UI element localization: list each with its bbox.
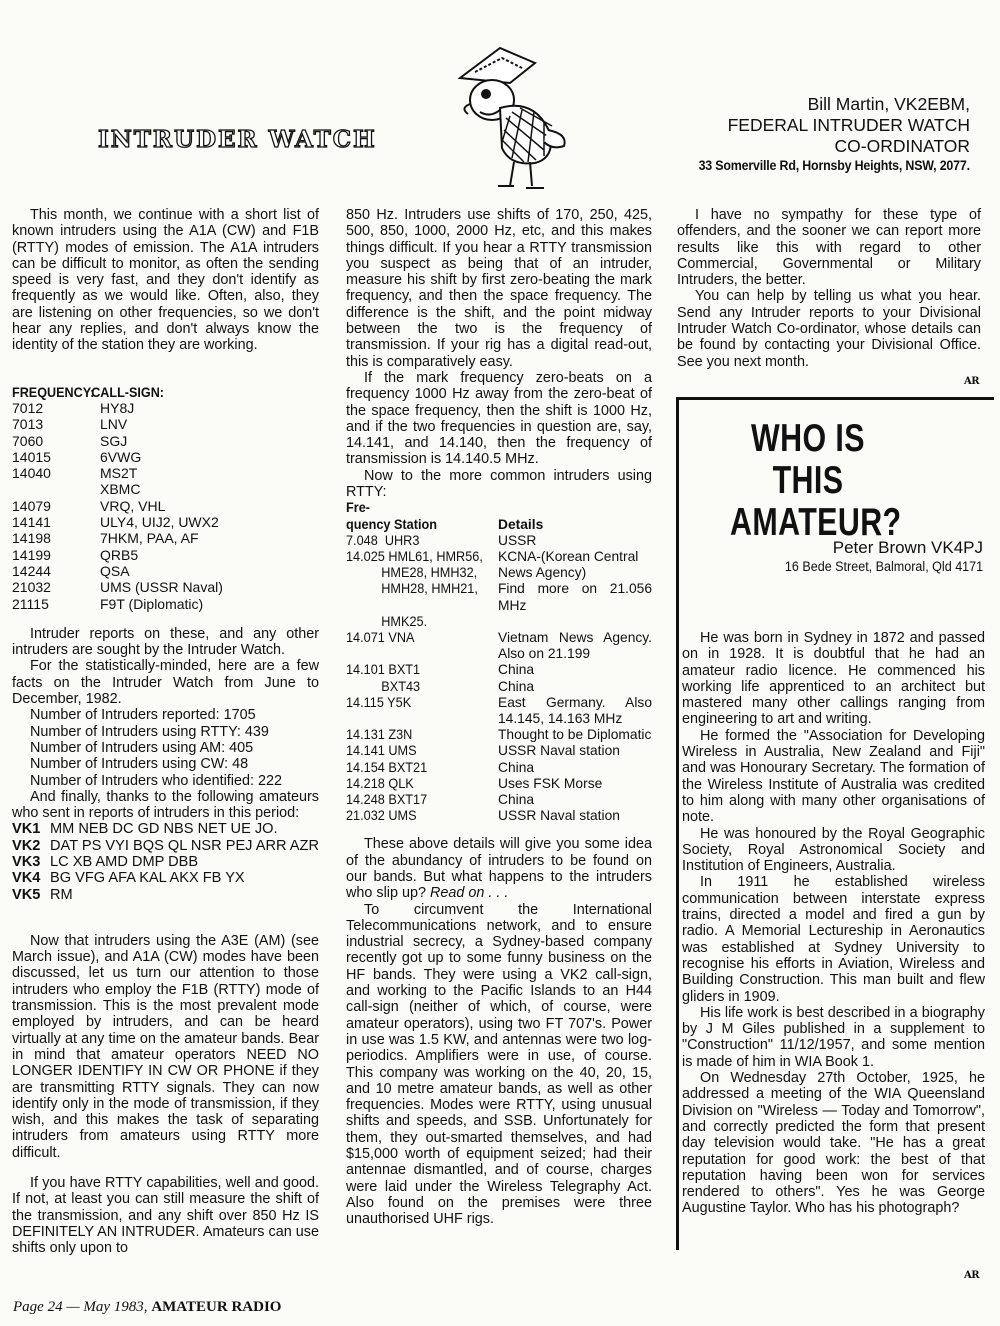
rtty-details: USSR Naval station — [498, 743, 620, 759]
who-author-address: 16 Bede Street, Balmoral, Qld 4171 — [784, 559, 983, 574]
who-author-block — [770, 538, 983, 576]
rtty-frequency-station: 14.218 QLK — [346, 775, 414, 791]
table-row — [12, 433, 319, 449]
mark-frequency-paragraph: If the mark frequency zero-beats on a frequency 1000 Hz away from the zero-beat of the space frequency, then the shift is 1000 Hz, and if the two frequencies in question are, say, 14.141, and 14.140, then the frequency of transmission is 14.140.5 MHz. — [346, 369, 652, 468]
rtty-frequency-station: 14.141 UMS — [346, 743, 417, 759]
frequency-cell: 14079 — [12, 497, 51, 514]
table-row — [12, 579, 319, 595]
frequency-cell: 7060 — [12, 432, 44, 449]
shift-paragraph: 850 Hz. Intruders use shifts of 170, 250, 425, 500, 850, 1000, 2000 Hz, etc, and this makes things difficult. If you hear a RTTY transmission you suspect as being that of an intruder, measure his shift by first zero-beating the mark frequency, and then the space frequency. The difference is the shift, and the point midway between the two is the frequency of transmission. If your rig has a digital read-out, this is comparatively easy. — [346, 207, 652, 370]
help-paragraph: You can help by telling us what you hear. Send any Intruder reports to your Divisional Intruder Watch Co-ordinator, whose details can be found by contacting your Divisional Office. See you next month. — [677, 288, 981, 370]
rtty-row — [346, 549, 652, 565]
rtty-row — [346, 808, 652, 824]
column-1 — [12, 207, 319, 1257]
read-on: Read on . . . — [430, 885, 509, 902]
who-paragraph-6: On Wednesday 27th October, 1925, he addressed a meeting of the WIA Queensland Division on "Wireless — Today and Tomorrow", and correctly predicted the form that present day television would take. "He has a great reputation for good work: the best of that reputation having been won for services rendered to others". Yes he was George Augustine Taylor. Who has his photograph? — [682, 1070, 985, 1217]
author-name: Bill Martin, VK2EBM, — [807, 94, 970, 114]
who-paragraph-3: He was honoured by the Royal Geographic Society, Royal Astronomical Society and Institution of Engineers, Australia. — [682, 825, 985, 875]
rtty-intruder-table — [346, 500, 652, 824]
head-frequency-station: quency Station — [346, 516, 437, 532]
rtty-capabilities-paragraph: If you have RTTY capabilities, well and good. If not, at least you can still measure the shift of the transmission, and any shift over 850 Hz IS DEFINITELY AN INTRUDER. Amateurs can use shifts only upon to — [12, 1175, 319, 1257]
rtty-frequency-station: HMH28, HMH21, — [346, 581, 478, 597]
abundancy-text: These above details will give you some idea of the abundancy of intruders to be found on our bands. But what happens to the intruders who slip up? — [346, 836, 652, 902]
rtty-frequency-station: 14.248 BXT17 — [346, 792, 428, 807]
author-block — [675, 94, 970, 175]
freq-header: FREQUENCY: — [12, 383, 95, 400]
vk-callsigns: RM — [50, 886, 73, 903]
vk-item — [12, 821, 319, 837]
rtty-details: China — [498, 759, 535, 775]
frequency-cell: 14040 — [12, 465, 51, 482]
magazine-name: AMATEUR RADIO — [151, 1299, 282, 1315]
vk-item — [12, 870, 319, 886]
callsign-cell: VRQ, VHL — [100, 497, 166, 514]
table-row — [12, 530, 319, 546]
callsign-cell: 7HKM, PAA, AF — [100, 530, 199, 547]
rtty-frequency-station: 14.154 BXT21 — [346, 759, 428, 775]
rtty-frequency-station: 14.025 HML61, HMR56, — [346, 548, 483, 564]
who-paragraph-2: He formed the "Association for Developing Wireless in Australia, New Zealand and Fiji" and was Honourary Secretary. The formation of the Wireless Institute of Australia was credited to him along with many other organisations of note. — [682, 727, 985, 826]
callsign-cell: ULY4, UIJ2, UWX2 — [100, 514, 219, 531]
callsign-cell: XBMC — [100, 481, 141, 498]
rtty-row — [346, 792, 652, 808]
vk-list — [12, 821, 319, 902]
head-fre: Fre- — [346, 500, 370, 516]
rtty-frequency-station: HME28, HMH32, — [346, 565, 478, 581]
author-role-2: CO-ORDINATOR — [834, 136, 970, 156]
column-2 — [346, 207, 652, 1228]
frequency-cell: 14015 — [12, 448, 51, 465]
abundancy-paragraph — [346, 836, 652, 901]
vk-callsigns: LC XB AMD DMP DBB — [50, 853, 199, 870]
cw-intruder-table — [12, 384, 319, 612]
frequency-cell: 14199 — [12, 546, 51, 563]
who-title-line-2: AMATEUR? — [730, 501, 902, 544]
table-row — [12, 400, 319, 416]
rtty-row — [346, 776, 652, 792]
stat-item: Number of Intruders reported: 1705 — [30, 707, 256, 724]
frequency-cell: 21115 — [12, 595, 49, 612]
stat-item: Number of Intruders using AM: 405 — [30, 739, 254, 756]
rtty-row — [346, 679, 652, 695]
who-title-line-1: WHO IS THIS — [751, 417, 865, 502]
rtty-details: Uses FSK Morse — [498, 775, 603, 791]
callsign-cell: QRB5 — [100, 546, 139, 563]
rtty-details: China — [498, 662, 535, 678]
frequency-cell: 7013 — [12, 416, 44, 433]
rtty-details — [498, 614, 652, 630]
rtty-details: USSR — [498, 532, 537, 548]
frequency-cell: 14244 — [12, 562, 51, 579]
vk-item — [12, 838, 319, 854]
reports-paragraph: Intruder reports on these, and any other intruders are sought by the Intruder Watch. — [12, 625, 319, 659]
rtty-frequency-station: HMK25. — [346, 613, 428, 629]
rtty-row — [346, 727, 652, 743]
rtty-details: Thought to be Diplomatic — [498, 727, 652, 743]
rtty-details: East Germany. Also 14.145, 14.163 MHz — [498, 694, 652, 726]
callsign-cell: LNV — [100, 416, 128, 433]
who-paragraph-4: In 1911 he established wireless communication between interstate express trains, directed a model and fired a gun by radio. A Memorial Lectureship in Aeronautics was established at Sydney University to recognise his efforts in Aviation, Wireless and Building Construction. This man built and flew gliders in 1909. — [682, 874, 985, 1005]
vk-item — [12, 854, 319, 870]
vk-division: VK4 — [12, 870, 41, 887]
ar-logo-1: AR — [964, 376, 980, 387]
rtty-row — [346, 743, 652, 759]
vk-division: VK3 — [12, 853, 41, 870]
frequency-cell — [12, 481, 100, 497]
detective-mascot-illustration — [440, 38, 580, 194]
rtty-frequency-station: 21.032 UMS — [346, 808, 417, 824]
author-role-1: FEDERAL INTRUDER WATCH — [727, 115, 970, 135]
rtty-details: KCNA-(Korean Central — [498, 548, 639, 564]
stat-item: Number of Intruders who identified: 222 — [30, 772, 282, 789]
who-article — [682, 630, 985, 1217]
circumvent-paragraph: To circumvent the International Telecommunications network, and to ensure industrial secrecy, a Sydney-based company recently got up to some funny business on the HF bands. They were using a VK2 call-sign, and working to the Pacific Islands to an H44 call-sign (neither of which, of course, were amateur operators), using two FT 707's. Power in use was 1.5 KW, and antennas were two log-periodics. Amplifiers were in use, of course. This company was working on the 40, 20, 15, and 10 metre amateur bands, as well as other frequencies. Modes were RTTY, using unusual shifts and speeds, and SSB. Unfortunately for them, they out-smarted themselves, and had $15,000 worth of equipment seized; had their antennae dismantled, and of course, charges were laid under the Wireless Telegraphy Act. Also found on the premises were three unauthorised UHF rigs. — [346, 901, 652, 1228]
rtty-row — [346, 760, 652, 776]
callsign-cell: HY8J — [100, 399, 135, 416]
vk-callsigns: MM NEB DC GD NBS NET UE JO. — [50, 821, 278, 838]
rtty-row — [346, 533, 652, 549]
rtty-frequency-station: 14.071 VNA — [346, 629, 415, 645]
page-number: Page 24 — May 1983, — [13, 1299, 148, 1315]
vk-division: VK5 — [12, 886, 41, 903]
stat-item: Number of Intruders using RTTY: 439 — [30, 723, 269, 740]
table-row — [12, 563, 319, 579]
column-3 — [677, 207, 981, 370]
vk-division: VK1 — [12, 821, 41, 838]
rtty-details: Vietnam News Agency. Also on 21.199 — [498, 629, 652, 662]
rtty-frequency-station: 14.115 Y5K — [346, 694, 412, 710]
rtty-intro-paragraph: Now that intruders using the A3E (AM) (see March issue), and A1A (CW) modes have been discussed, let us turn our attention to those intruders who employ the F1B (RTTY) mode of transmission. This is the most prevalent mode employed by intruders, and can be heard virtually at any time on the amateur bands. Bear in mind that amateur operators NEED NO LONGER IDENTIFY IN CW OR PHONE if they are transmitting RTTY signals. They can now identify only in the mode of transmission, if they wish, and this makes the task of separating intruders from amateurs using RTTY more difficult. — [12, 932, 319, 1161]
rtty-details: China — [498, 678, 535, 694]
vk-division: VK2 — [12, 837, 41, 854]
who-paragraph-5: His life work is best described in a biography by J M Giles published in a supplement to "Construction" 11/12/1957, and some mention is made of him in WIA Book 1. — [682, 1004, 985, 1070]
callsign-cell: QSA — [100, 562, 130, 579]
table-row — [12, 547, 319, 563]
who-paragraph-1: He was born in Sydney in 1872 and passed on in 1928. It is doubtful that he had an amateur radio licence. He commenced his working life apprenticed to an architect but mastered many other callings ranging from engineering to art and writing. — [682, 630, 985, 728]
rtty-details: China — [498, 792, 535, 807]
intruder-watch-title: INTRUDER WATCH — [98, 126, 377, 153]
callsign-cell: MS2T — [100, 465, 138, 482]
callsign-header: CALL-SIGN: — [91, 383, 165, 400]
table-row — [12, 416, 319, 432]
table-row — [12, 596, 319, 612]
rtty-row — [346, 630, 652, 662]
frequency-cell: 14198 — [12, 530, 51, 547]
rtty-frequency-station: BXT43 — [346, 678, 421, 694]
common-intruders-paragraph: Now to the more common intruders using RTTY: — [346, 467, 652, 501]
table-row — [12, 514, 319, 530]
rtty-details: USSR Naval station — [498, 808, 620, 824]
author-address: 33 Somerville Rd, Hornsby Heights, NSW, 2077. — [698, 158, 970, 173]
frequency-cell: 7012 — [12, 399, 44, 416]
who-is-this-amateur-title — [730, 417, 902, 544]
rtty-row — [346, 662, 652, 678]
rtty-table-header — [346, 500, 652, 532]
frequency-cell: 21032 — [12, 579, 51, 596]
table-row — [12, 449, 319, 465]
ar-logo-2: AR — [964, 1270, 980, 1281]
callsign-cell: SGJ — [100, 432, 128, 449]
intro-paragraph: This month, we continue with a short list of known intruders using the A1A (CW) and F1B (RTTY) modes of emission. The A1A intruders can be difficult to monitor, as often the sending speed is very fast, and they don't identify as frequently as we would like. Often, also, they are listening on other frequencies, so we don't hear any replies, and don't always know the identity of the station they are working. — [12, 207, 319, 354]
callsign-cell: UMS (USSR Naval) — [100, 579, 223, 596]
rtty-details: News Agency) — [498, 565, 587, 581]
rtty-row — [346, 581, 652, 613]
rtty-row — [346, 565, 652, 581]
callsign-cell: F9T (Diplomatic) — [100, 595, 204, 612]
head-details: Details — [498, 516, 544, 532]
sympathy-paragraph: I have no sympathy for these type of offenders, and the sooner we can report more results like this with regard to other Commercial, Governmental or Military Intruders, the better. — [677, 207, 981, 289]
rtty-row — [346, 695, 652, 727]
table-row — [12, 465, 319, 481]
rtty-frequency-station: 14.101 BXT1 — [346, 662, 421, 678]
stats-paragraph: For the statistically-minded, here are a few facts on the Intruder Watch from June to December, 1982. — [12, 658, 319, 708]
callsign-cell: 6VWG — [100, 448, 142, 465]
table-header — [12, 384, 288, 400]
rtty-details: Find more on 21.056 MHz — [498, 581, 652, 613]
frequency-cell: 14141 — [12, 514, 51, 531]
thanks-paragraph: And finally, thanks to the following amateurs who sent in reports of intruders in this period: — [12, 788, 319, 822]
vk-item — [12, 887, 319, 903]
table-row — [12, 498, 319, 514]
vk-callsigns: BG VFG AFA KAL AKX FB YX — [50, 870, 245, 887]
who-author-name: Peter Brown VK4PJ — [832, 538, 983, 557]
rtty-row — [346, 614, 652, 630]
table-row — [12, 481, 319, 497]
rtty-frequency-station: 14.131 Z3N — [346, 727, 413, 743]
rtty-frequency-station: 7.048 UHR3 — [346, 532, 420, 548]
stat-item: Number of Intruders using CW: 48 — [30, 756, 249, 773]
vk-callsigns: DAT PS VYI BQS QL NSR PEJ ARR AZR — [50, 837, 319, 854]
stats-list — [12, 707, 319, 788]
page-footer — [13, 1299, 281, 1316]
